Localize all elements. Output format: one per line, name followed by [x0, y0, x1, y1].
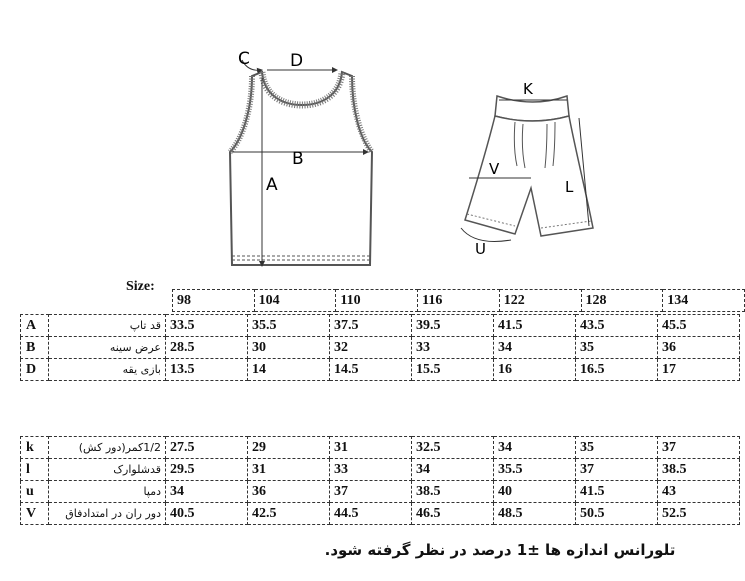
table-row [21, 437, 740, 459]
cell-value: 34 [412, 459, 494, 481]
row-label: 1/2کمر(دور کش) [49, 437, 166, 459]
cell-value: 48.5 [494, 503, 576, 525]
cell-value: 37 [330, 481, 412, 503]
label-l: L [565, 178, 574, 196]
cell-value: 32.5 [412, 437, 494, 459]
cell-value: 34 [166, 481, 248, 503]
tolerance-note: تلورانس اندازه ها ±1 درصد در نظر گرفته شود. [324, 541, 676, 559]
table-row [21, 481, 740, 503]
label-b: B [292, 149, 304, 169]
tank-top-diagram [222, 40, 382, 272]
shorts-diagram [455, 78, 605, 258]
label-d: D [290, 51, 304, 71]
table-row [21, 503, 740, 525]
cell-value: 33 [412, 337, 494, 359]
size-128: 128 [581, 290, 663, 312]
cell-value: 37.5 [330, 315, 412, 337]
cell-value: 31 [248, 459, 330, 481]
table-row [21, 459, 740, 481]
cell-value: 41.5 [494, 315, 576, 337]
cell-value: 27.5 [166, 437, 248, 459]
row-key: A [21, 315, 49, 337]
cell-value: 15.5 [412, 359, 494, 381]
cell-value: 40.5 [166, 503, 248, 525]
cell-value: 35 [576, 437, 658, 459]
cell-value: 42.5 [248, 503, 330, 525]
size-116: 116 [418, 290, 500, 312]
row-key: u [21, 481, 49, 503]
top-measurements-table [20, 314, 740, 381]
cell-value: 45.5 [658, 315, 740, 337]
cell-value: 37 [658, 437, 740, 459]
row-key: l [21, 459, 49, 481]
cell-value: 16.5 [576, 359, 658, 381]
row-key: V [21, 503, 49, 525]
table-row [21, 337, 740, 359]
cell-value: 36 [248, 481, 330, 503]
size-122: 122 [499, 290, 581, 312]
row-key: k [21, 437, 49, 459]
cell-value: 14.5 [330, 359, 412, 381]
cell-value: 33 [330, 459, 412, 481]
row-label: عرض سینه [49, 337, 166, 359]
table-row [21, 359, 740, 381]
row-label: دمپا [49, 481, 166, 503]
cell-value: 37 [576, 459, 658, 481]
cell-value: 17 [658, 359, 740, 381]
cell-value: 43 [658, 481, 740, 503]
cell-value: 44.5 [330, 503, 412, 525]
cell-value: 43.5 [576, 315, 658, 337]
cell-value: 39.5 [412, 315, 494, 337]
cell-value: 29.5 [166, 459, 248, 481]
cell-value: 35.5 [494, 459, 576, 481]
cell-value: 14 [248, 359, 330, 381]
cell-value: 46.5 [412, 503, 494, 525]
cell-value: 38.5 [658, 459, 740, 481]
cell-value: 13.5 [166, 359, 248, 381]
row-key: B [21, 337, 49, 359]
row-key: D [21, 359, 49, 381]
row-label: دور ران در امتدادفاق [49, 503, 166, 525]
table-row [21, 315, 740, 337]
row-label: بازی یقه [49, 359, 166, 381]
cell-value: 50.5 [576, 503, 658, 525]
bottom-measurements-table [20, 436, 740, 525]
cell-value: 35.5 [248, 315, 330, 337]
row-label: قد تاپ [49, 315, 166, 337]
cell-value: 36 [658, 337, 740, 359]
cell-value: 31 [330, 437, 412, 459]
cell-value: 34 [494, 337, 576, 359]
cell-value: 30 [248, 337, 330, 359]
cell-value: 41.5 [576, 481, 658, 503]
cell-value: 34 [494, 437, 576, 459]
size-98: 98 [173, 290, 255, 312]
cell-value: 29 [248, 437, 330, 459]
size-header-row [173, 290, 745, 312]
size-label: Size: [126, 279, 155, 294]
size-104: 104 [254, 290, 336, 312]
label-v: V [489, 160, 500, 178]
size-110: 110 [336, 290, 418, 312]
label-u: U [475, 240, 486, 258]
cell-value: 16 [494, 359, 576, 381]
cell-value: 38.5 [412, 481, 494, 503]
label-k: K [523, 80, 533, 98]
label-a: A [266, 175, 278, 195]
size-header-table [172, 289, 745, 312]
size-134: 134 [663, 290, 745, 312]
cell-value: 35 [576, 337, 658, 359]
cell-value: 52.5 [658, 503, 740, 525]
row-label: قدشلوارک [49, 459, 166, 481]
cell-value: 40 [494, 481, 576, 503]
cell-value: 28.5 [166, 337, 248, 359]
label-c: C [238, 49, 250, 69]
cell-value: 32 [330, 337, 412, 359]
cell-value: 33.5 [166, 315, 248, 337]
